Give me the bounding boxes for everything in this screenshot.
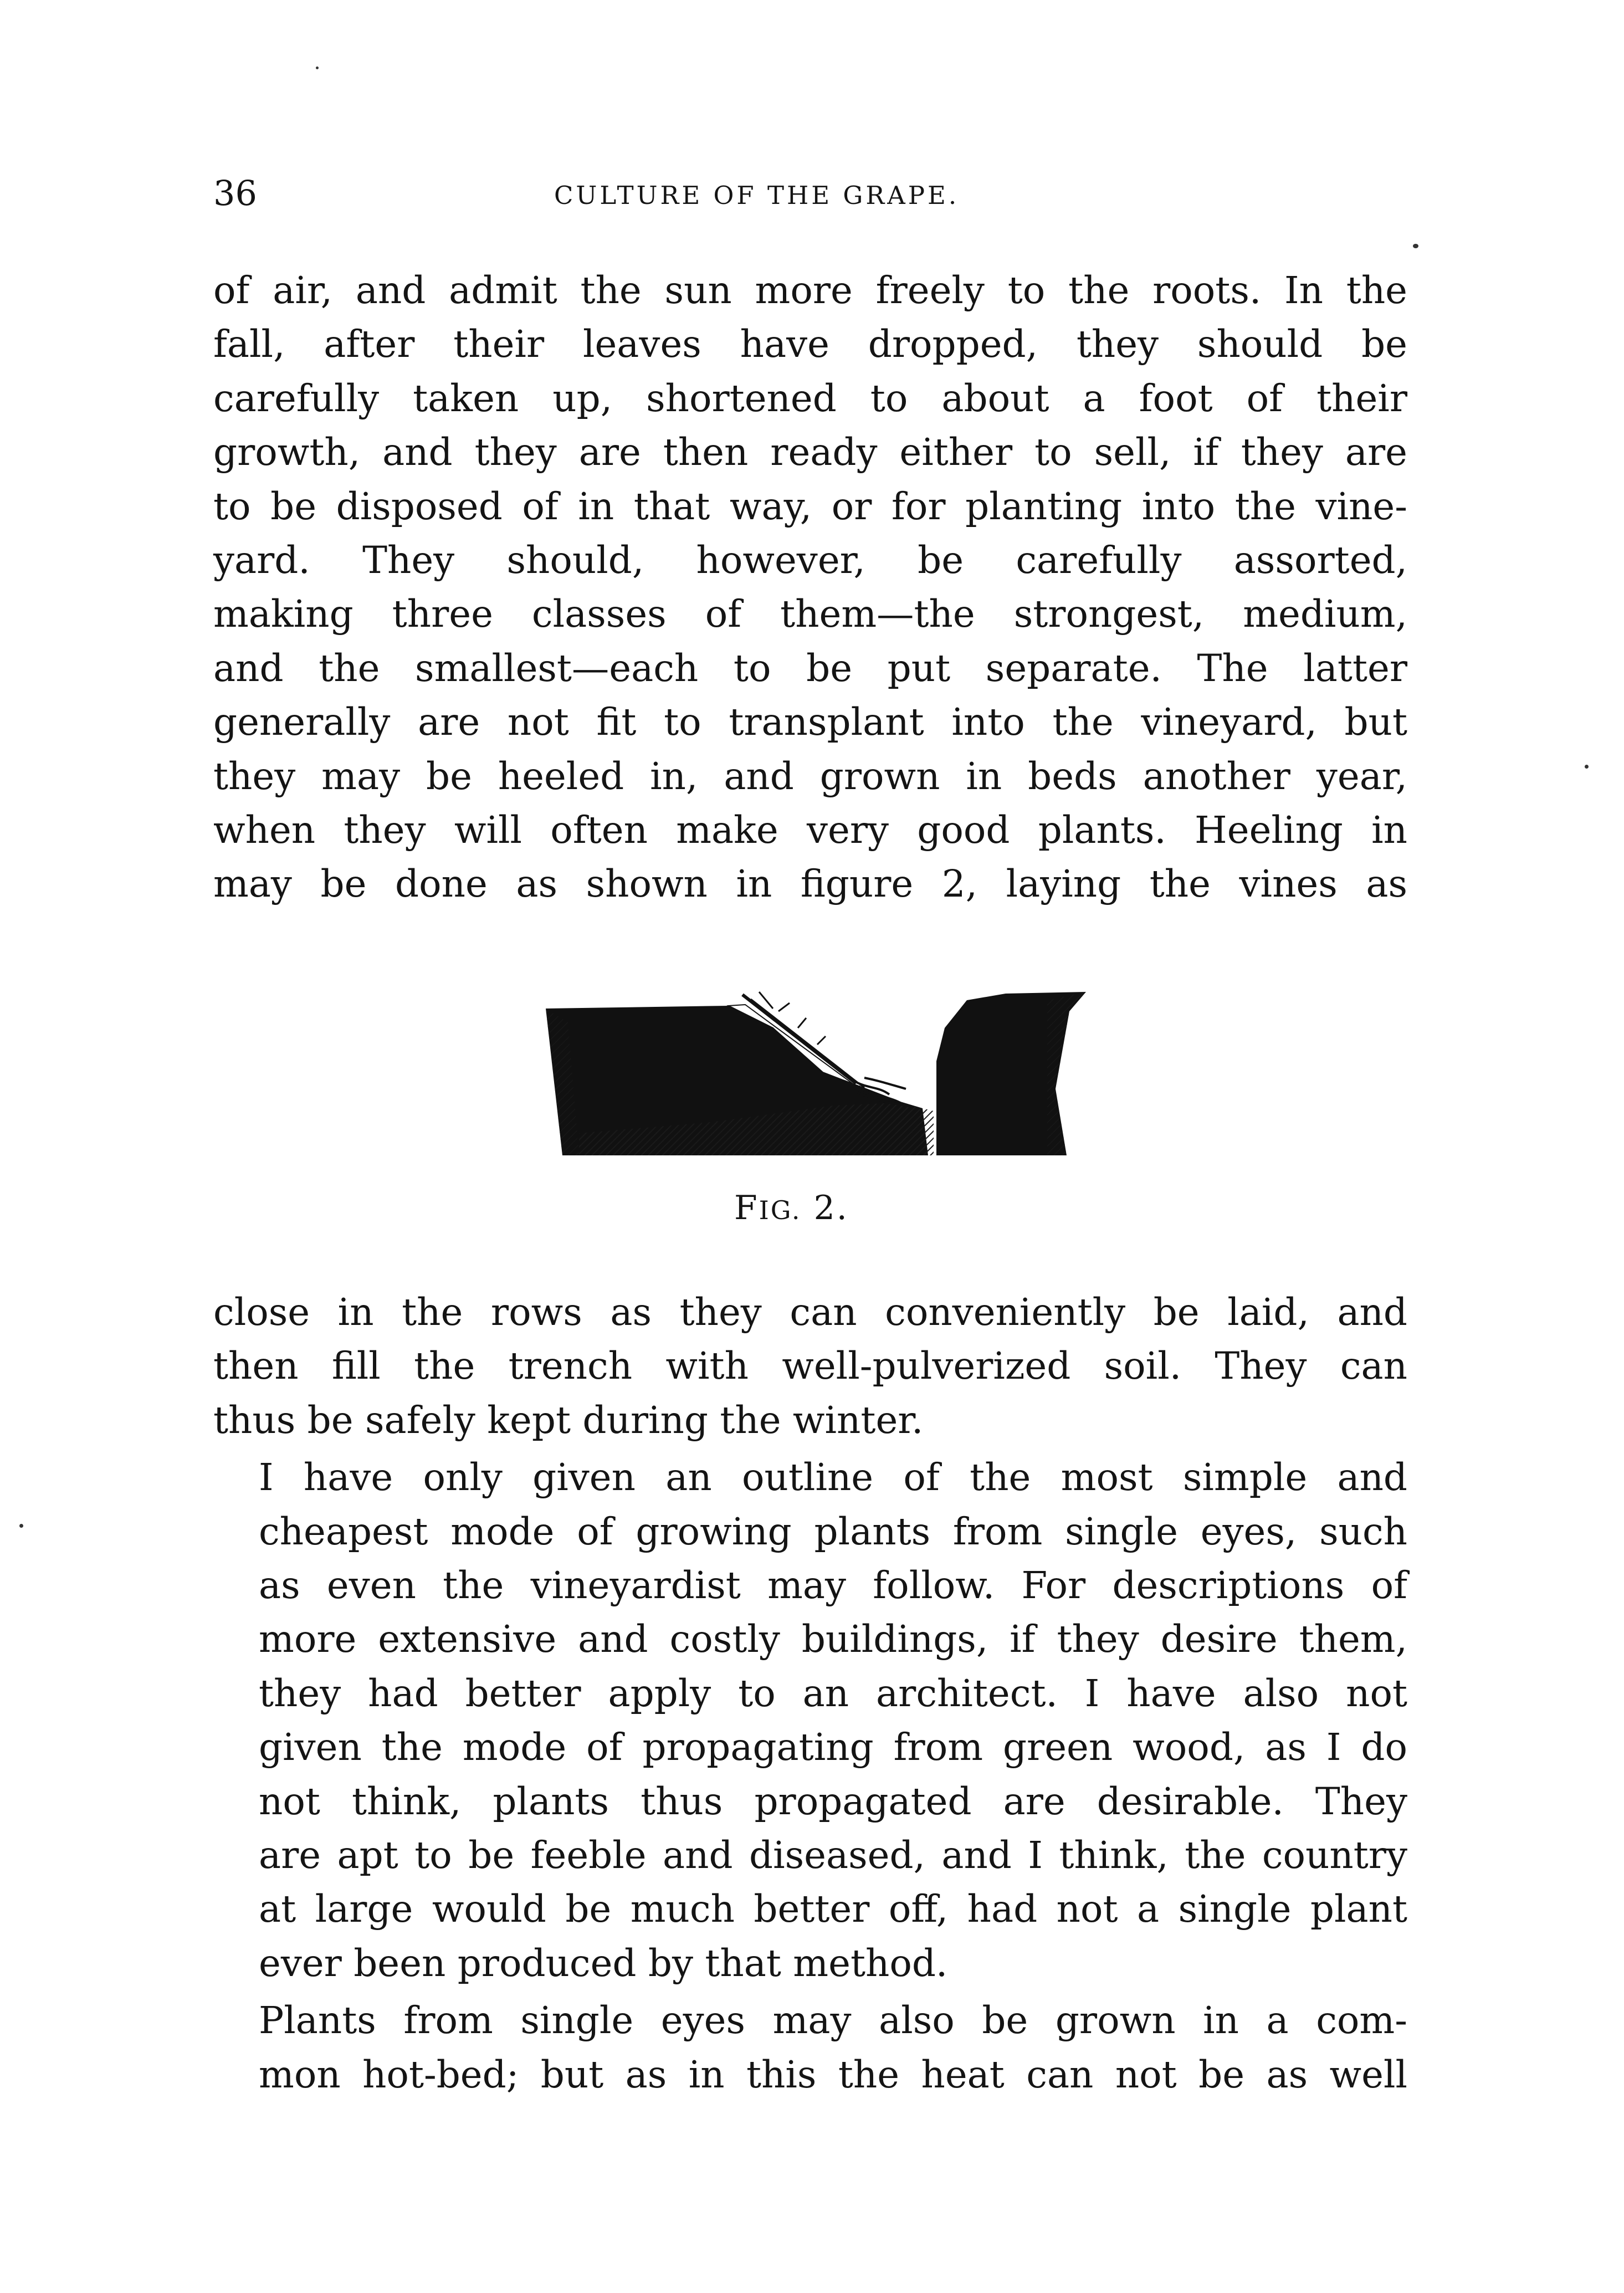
caption-smallcaps: IG. bbox=[759, 1195, 802, 1225]
text-line: are apt to be feeble and diseased, and I think, the country bbox=[259, 1834, 1407, 1877]
text-block-top bbox=[213, 264, 1407, 912]
print-speck bbox=[1585, 765, 1589, 769]
text-line: given the mode of propagating from green wood, as I do bbox=[259, 1726, 1407, 1769]
text-line: generally are not fit to transplant into the vineyard, but bbox=[213, 700, 1407, 744]
page-number: 36 bbox=[213, 173, 257, 213]
text-line: ever been produced by that method. bbox=[259, 1941, 948, 1985]
text-line: to be disposed of in that way, or for planting into the vine- bbox=[213, 484, 1407, 528]
text-line: may be done as shown in figure 2, laying the vines as bbox=[213, 862, 1407, 906]
figure-caption bbox=[734, 1191, 849, 1225]
caption-initial: F bbox=[734, 1189, 759, 1227]
text-line: close in the rows as they can conveniently be laid, and bbox=[213, 1291, 1407, 1334]
text-line: yard. They should, however, be carefully assorted, bbox=[213, 539, 1407, 582]
text-line: growth, and they are then ready either to sell, if they are bbox=[213, 431, 1407, 474]
text-line: fall, after their leaves have dropped, they should be bbox=[213, 323, 1407, 366]
paragraph-continued bbox=[213, 1286, 1407, 1447]
text-line: more extensive and costly buildings, if they desire them, bbox=[259, 1618, 1407, 1661]
print-speck bbox=[19, 1524, 23, 1528]
text-line: as even the vineyardist may follow. For descriptions of bbox=[259, 1564, 1407, 1608]
paragraph-outline bbox=[213, 1451, 1407, 1990]
text-line: and the smallest—each to be put separate. The latter bbox=[213, 646, 1407, 690]
text-line: they may be heeled in, and grown in beds another year, bbox=[213, 754, 1407, 798]
text-line: they had better apply to an architect. I have also not bbox=[259, 1671, 1407, 1715]
text-line: when they will often make very good plants. Heeling in bbox=[213, 808, 1407, 852]
text-line: of air, and admit the sun more freely to the roots. In the bbox=[213, 269, 1407, 312]
text-line: making three classes of them—the strongest, medium, bbox=[213, 592, 1407, 636]
trench-illustration bbox=[546, 989, 1086, 1172]
caption-number: 2. bbox=[813, 1189, 849, 1227]
text-line: carefully taken up, shortened to about a foot of their bbox=[213, 376, 1407, 420]
text-line: I have only given an outline of the most simple and bbox=[259, 1456, 1407, 1499]
figure-2 bbox=[546, 989, 1086, 1172]
text-line: not think, plants thus propagated are desirable. They bbox=[259, 1779, 1407, 1823]
text-line: cheapest mode of growing plants from single eyes, such bbox=[259, 1509, 1407, 1553]
text-line: at large would be much better off, had not a single plant bbox=[259, 1887, 1407, 1931]
text-block-bottom bbox=[213, 1286, 1407, 2102]
text-line: Plants from single eyes may also be grown in a com- bbox=[259, 1999, 1407, 2043]
text-line: thus be safely kept during the winter. bbox=[213, 1398, 924, 1442]
print-speck bbox=[316, 66, 319, 69]
text-line: then fill the trench with well-pulverized soil. They can bbox=[213, 1344, 1407, 1388]
paragraph-continued-top bbox=[213, 264, 1407, 912]
text-line: mon hot-bed; but as in this the heat can not be as well bbox=[259, 2053, 1407, 2096]
print-speck bbox=[1413, 244, 1418, 248]
paragraph-hotbed bbox=[213, 1994, 1407, 2102]
running-head: CULTURE OF THE GRAPE. bbox=[554, 181, 960, 210]
